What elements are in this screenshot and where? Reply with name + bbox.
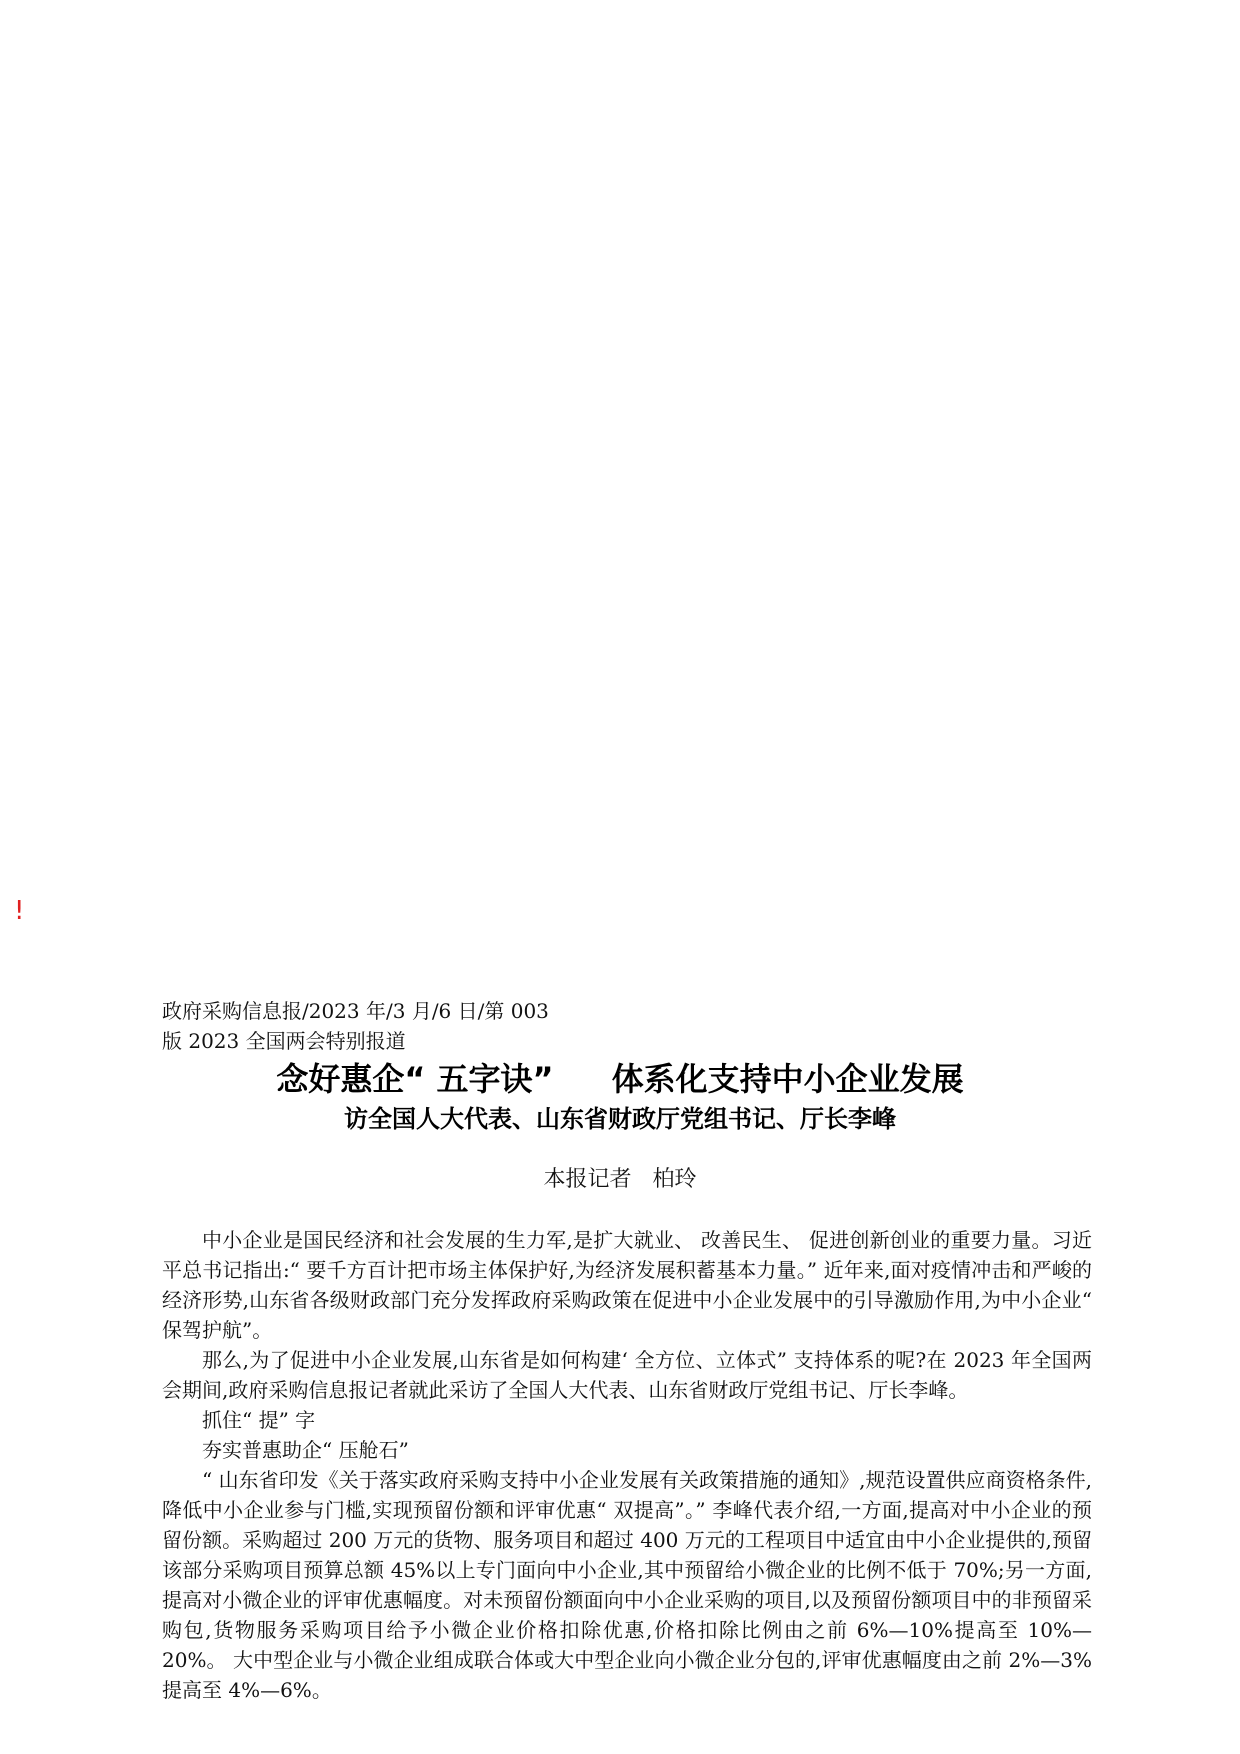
- exclamation-mark: !: [14, 896, 25, 926]
- title-part-1: 念好惠企“ 五字诀”: [276, 1060, 554, 1098]
- publication-header: [162, 996, 662, 1056]
- byline: 本报记者 柏玲: [543, 1167, 697, 1192]
- article-body: [162, 1225, 1092, 1705]
- article-subtitle: 访全国人大代表、山东省财政厅党组书记、厅长李峰: [344, 1105, 896, 1133]
- title-part-2: 体系化支持中小企业发展: [611, 1060, 964, 1098]
- article-title: [0, 1058, 1240, 1100]
- header-line-2: 版 2023 全国两会特别报道: [162, 1029, 406, 1053]
- paragraph-question: 那么,为了促进中小企业发展,山东省是如何构建‘ 全方位、立体式” 支持体系的呢?在 2023 年全国两会期间,政府采购信息报记者就此采访了全国人大代表、山东省财政厅党组书记、厅长李峰。: [162, 1348, 1092, 1402]
- paragraph-intro: 中小企业是国民经济和社会发展的生力军,是扩大就业、 改善民生、 促进创新创业的重要力量。习近平总书记指出:“ 要千方百计把市场主体保护好,为经济发展积蓄基本力量。” 近年来,面对疫情冲击和严峻的经济形势,山东省各级财政部门充分发挥政府采购政策在促进中小企业发展中的引导激励作用,为中小企业“ 保驾护航”。: [162, 1228, 1092, 1342]
- header-line-1: 政府采购信息报/2023 年/3 月/6 日/第 003: [162, 999, 549, 1023]
- section-heading: 夯实普惠助企“ 压舱石”: [202, 1438, 409, 1462]
- paragraph-policy: “ 山东省印发《关于落实政府采购支持中小企业发展有关政策措施的通知》,规范设置供应商资格条件,降低中小企业参与门槛,实现预留份额和评审优惠“ 双提高”。” 李峰代表介绍,一方面,提高对中小企业的预留份额。采购超过 200 万元的货物、服务项目和超过 400 万元的工程项目中适宜由中小企业提供的,预留该部分采购项目预算总额 45%以上专门面向中小企业,其中预留给小微企业的比例不低于 70%;另一方面,提高对小微企业的评审优惠幅度。对未预留份额面向中小企业采购的项目,以及预留份额项目中的非预留采购包,货物服务采购项目给予小微企业价格扣除优惠,价格扣除比例由之前 6%—10%提高至 10%—20%。 大中型企业与小微企业组成联合体或大中型企业向小微企业分包的,评审优惠幅度由之前 2%—3%提高至 4%—6%。: [162, 1468, 1092, 1702]
- section-kicker: 抓住“ 提” 字: [202, 1408, 316, 1432]
